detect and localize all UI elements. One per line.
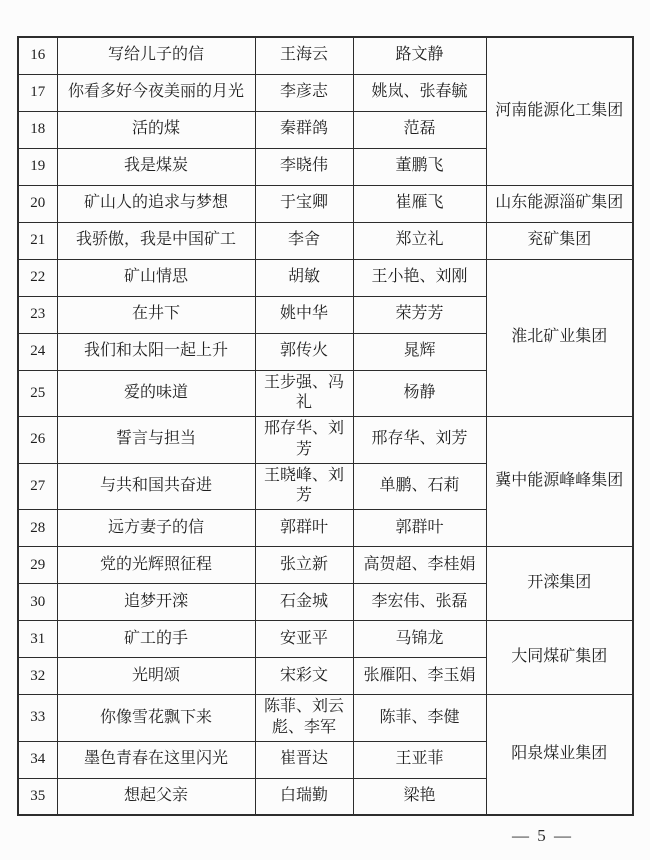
title-cell: 在井下	[57, 296, 255, 333]
performer-cell: 单鹏、石莉	[353, 463, 486, 510]
table-row	[18, 417, 633, 464]
performer-cell: 荣芳芳	[353, 296, 486, 333]
author-cell: 王晓峰、刘芳	[255, 463, 353, 510]
author-cell: 石金城	[255, 584, 353, 621]
performer-cell: 姚岚、张春毓	[353, 74, 486, 111]
group-cell: 冀中能源峰峰集团	[486, 417, 633, 547]
performer-cell: 马锦龙	[353, 621, 486, 658]
performer-cell: 郑立礼	[353, 222, 486, 259]
author-cell: 姚中华	[255, 296, 353, 333]
author-cell: 李彦志	[255, 74, 353, 111]
performer-cell: 王亚菲	[353, 741, 486, 778]
title-cell: 你看多好今夜美丽的月光	[57, 74, 255, 111]
author-cell: 李晓伟	[255, 148, 353, 185]
author-cell: 宋彩文	[255, 658, 353, 695]
author-cell: 邢存华、刘芳	[255, 417, 353, 464]
group-cell: 阳泉煤业集团	[486, 695, 633, 816]
performer-cell: 王小艳、刘刚	[353, 259, 486, 296]
title-cell: 你像雪花飘下来	[57, 695, 255, 742]
performer-cell: 李宏伟、张磊	[353, 584, 486, 621]
performer-cell: 董鹏飞	[353, 148, 486, 185]
title-cell: 誓言与担当	[57, 417, 255, 464]
row-number-cell: 32	[18, 658, 57, 695]
author-cell: 秦群鸽	[255, 111, 353, 148]
page-number: — 5 —	[512, 826, 573, 845]
title-cell: 爱的味道	[57, 370, 255, 417]
row-number-cell: 31	[18, 621, 57, 658]
table-row	[18, 621, 633, 658]
performer-cell: 梁艳	[353, 778, 486, 815]
row-number-cell: 16	[18, 37, 57, 74]
row-number-cell: 21	[18, 222, 57, 259]
title-cell: 与共和国共奋进	[57, 463, 255, 510]
author-cell: 郭群叶	[255, 510, 353, 547]
group-cell: 河南能源化工集团	[486, 37, 633, 185]
row-number-cell: 17	[18, 74, 57, 111]
title-cell: 我是煤炭	[57, 148, 255, 185]
performer-cell: 路文静	[353, 37, 486, 74]
performer-cell: 范磊	[353, 111, 486, 148]
title-cell: 写给儿子的信	[57, 37, 255, 74]
row-number-cell: 34	[18, 741, 57, 778]
row-number-cell: 29	[18, 547, 57, 584]
group-cell: 兖矿集团	[486, 222, 633, 259]
row-number-cell: 24	[18, 333, 57, 370]
row-number-cell: 28	[18, 510, 57, 547]
author-cell: 白瑞勤	[255, 778, 353, 815]
table-row	[18, 259, 633, 296]
title-cell: 矿山情思	[57, 259, 255, 296]
performer-cell: 陈菲、李健	[353, 695, 486, 742]
title-cell: 追梦开滦	[57, 584, 255, 621]
group-cell: 淮北矿业集团	[486, 259, 633, 417]
title-cell: 墨色青春在这里闪光	[57, 741, 255, 778]
title-cell: 我骄傲，我是中国矿工	[57, 222, 255, 259]
performer-cell: 张雁阳、李玉娟	[353, 658, 486, 695]
table-body	[18, 37, 633, 815]
group-cell: 山东能源淄矿集团	[486, 185, 633, 222]
author-cell: 于宝卿	[255, 185, 353, 222]
row-number-cell: 19	[18, 148, 57, 185]
author-cell: 陈菲、刘云彪、李军	[255, 695, 353, 742]
performer-cell: 郭群叶	[353, 510, 486, 547]
program-list-table	[17, 36, 634, 816]
row-number-cell: 20	[18, 185, 57, 222]
table-row	[18, 695, 633, 742]
author-cell: 崔晋达	[255, 741, 353, 778]
title-cell: 想起父亲	[57, 778, 255, 815]
title-cell: 光明颂	[57, 658, 255, 695]
author-cell: 李舍	[255, 222, 353, 259]
row-number-cell: 35	[18, 778, 57, 815]
title-cell: 远方妻子的信	[57, 510, 255, 547]
author-cell: 王步强、冯礼	[255, 370, 353, 417]
table-row	[18, 547, 633, 584]
row-number-cell: 18	[18, 111, 57, 148]
row-number-cell: 26	[18, 417, 57, 464]
performer-cell: 杨静	[353, 370, 486, 417]
group-cell: 开滦集团	[486, 547, 633, 621]
row-number-cell: 33	[18, 695, 57, 742]
title-cell: 党的光辉照征程	[57, 547, 255, 584]
row-number-cell: 27	[18, 463, 57, 510]
row-number-cell: 25	[18, 370, 57, 417]
title-cell: 矿工的手	[57, 621, 255, 658]
performer-cell: 高贺超、李桂娟	[353, 547, 486, 584]
row-number-cell: 30	[18, 584, 57, 621]
author-cell: 张立新	[255, 547, 353, 584]
row-number-cell: 23	[18, 296, 57, 333]
author-cell: 王海云	[255, 37, 353, 74]
performer-cell: 邢存华、刘芳	[353, 417, 486, 464]
performer-cell: 崔雁飞	[353, 185, 486, 222]
table-row	[18, 222, 633, 259]
author-cell: 郭传火	[255, 333, 353, 370]
title-cell: 矿山人的追求与梦想	[57, 185, 255, 222]
author-cell: 胡敏	[255, 259, 353, 296]
author-cell: 安亚平	[255, 621, 353, 658]
title-cell: 我们和太阳一起上升	[57, 333, 255, 370]
title-cell: 活的煤	[57, 111, 255, 148]
table-row	[18, 37, 633, 74]
group-cell: 大同煤矿集团	[486, 621, 633, 695]
row-number-cell: 22	[18, 259, 57, 296]
table-row	[18, 185, 633, 222]
performer-cell: 晁辉	[353, 333, 486, 370]
